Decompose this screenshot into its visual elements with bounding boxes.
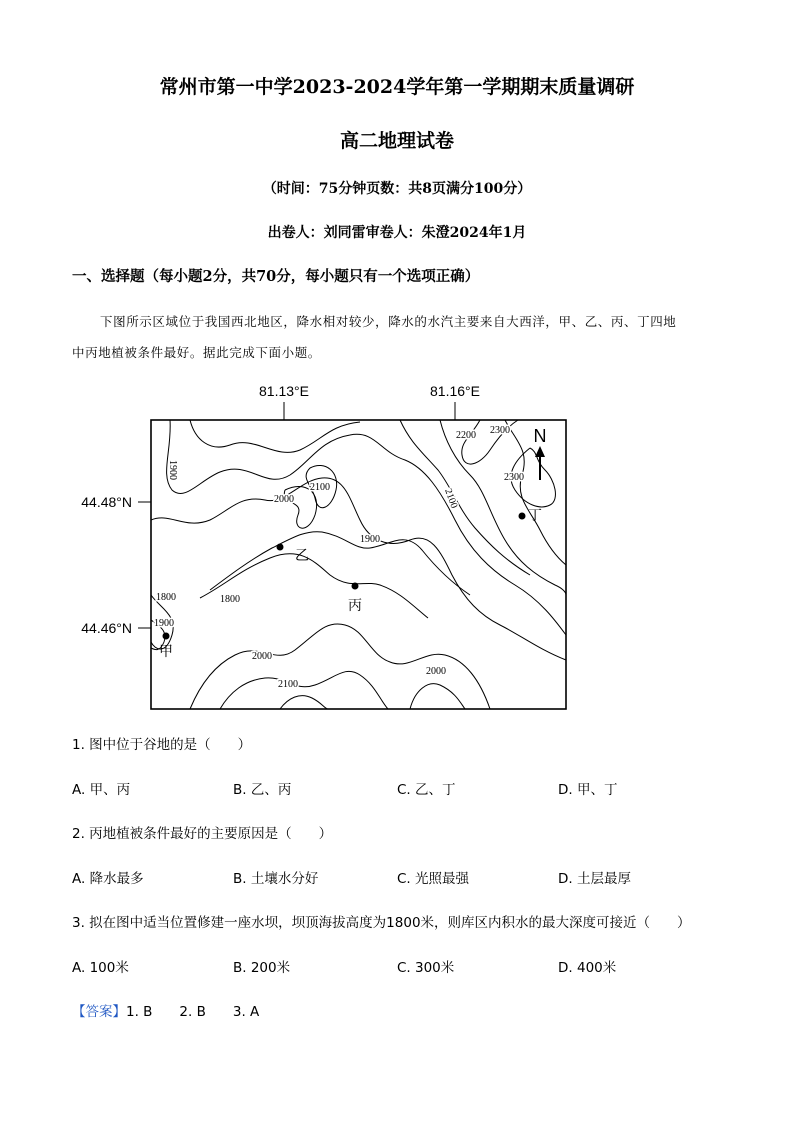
contour-label: 1900 <box>154 618 174 629</box>
q1-option-b[interactable]: B. 乙、丙 <box>233 782 292 798</box>
contour-label: 2000 <box>252 651 272 662</box>
answer-line <box>72 1000 259 1020</box>
exam-info: （时间：75分钟页数：共8页满分100分） <box>262 181 532 197</box>
q3-option-c[interactable]: C. 300米 <box>397 960 455 976</box>
point-yi-label: 乙 <box>295 548 309 564</box>
q1-option-d[interactable]: D. 甲、丁 <box>558 782 618 798</box>
contour-label: 1900 <box>167 460 178 480</box>
q2-option-c[interactable]: C. 光照最强 <box>397 871 470 887</box>
contour-line <box>200 554 428 618</box>
point-bing-label: 丙 <box>348 598 362 614</box>
document-subtitle: 高二地理试卷 <box>339 130 454 152</box>
contour-map <box>60 380 580 715</box>
point-jia-label: 甲 <box>159 644 173 660</box>
q2-option-a[interactable]: A. 降水最多 <box>72 871 144 887</box>
q2-option-d[interactable]: D. 土层最厚 <box>558 871 631 887</box>
exam-authors: 出卷人：刘同雷审卷人：朱澄2024年1月 <box>267 225 527 241</box>
q1-option-c[interactable]: C. 乙、丁 <box>397 782 456 798</box>
q1-option-a[interactable]: A. 甲、丙 <box>72 782 131 798</box>
contour-label: 1800 <box>156 592 176 603</box>
q2-option-b[interactable]: B. 土壤水分好 <box>233 871 319 887</box>
contour-label: 2100 <box>442 487 460 510</box>
contour-line <box>210 532 470 595</box>
contour-line <box>280 696 328 709</box>
section-heading: 一、选择题（每小题2分，共70分，每小题只有一个选项正确） <box>72 268 480 285</box>
contour-line <box>440 420 566 595</box>
lon-label: 81.13°E <box>259 383 309 399</box>
contour-label: 2000 <box>426 666 446 677</box>
answer-tag: 【答案】 <box>72 1004 126 1020</box>
q3-option-b[interactable]: B. 200米 <box>233 960 291 976</box>
contour-label: 2300 <box>504 472 524 483</box>
contour-line <box>410 684 465 709</box>
point-yi-marker <box>277 544 284 551</box>
answer-items: 1. B 2. B 3. A <box>126 1004 260 1020</box>
question-1: 1. 图中位于谷地的是（ ） <box>72 737 252 753</box>
intro-line-2: 中丙地植被条件最好。据此完成下面小题。 <box>72 345 321 360</box>
lat-label: 44.48°N <box>81 494 132 510</box>
contour-label: 2300 <box>490 425 510 436</box>
contour-label: 1900 <box>360 534 380 545</box>
contour-line <box>190 420 360 452</box>
document-title: 常州市第一中学2023-2024学年第一学期期末质量调研 <box>159 76 635 98</box>
contour-label: 1800 <box>220 594 240 605</box>
contour-label: 2200 <box>456 430 476 441</box>
question-2: 2. 丙地植被条件最好的主要原因是（ ） <box>72 826 333 842</box>
point-bing-marker <box>352 583 359 590</box>
point-ding-label: 丁 <box>528 508 542 524</box>
contour-label: 2100 <box>310 482 330 493</box>
contour-label: 2000 <box>274 494 294 505</box>
lat-label: 44.46°N <box>81 620 132 636</box>
q3-option-d[interactable]: D. 400米 <box>558 960 617 976</box>
north-label: N <box>533 426 547 446</box>
contour-label: 2100 <box>278 679 298 690</box>
map-frame <box>151 420 566 709</box>
intro-line-1: 下图所示区域位于我国西北地区，降水相对较少，降水的水汽主要来自大西洋，甲、乙、丙、丁四地 <box>100 314 677 329</box>
question-3: 3. 拟在图中适当位置修建一座水坝，坝顶海拔高度为1800米，则库区内积水的最大深度可接近（ ） <box>72 915 691 931</box>
contour-line <box>220 671 388 709</box>
point-ding-marker <box>519 513 526 520</box>
contour-line <box>400 420 530 575</box>
q3-option-a[interactable]: A. 100米 <box>72 960 129 976</box>
point-jia-marker <box>163 633 170 640</box>
lon-label: 81.16°E <box>430 383 480 399</box>
